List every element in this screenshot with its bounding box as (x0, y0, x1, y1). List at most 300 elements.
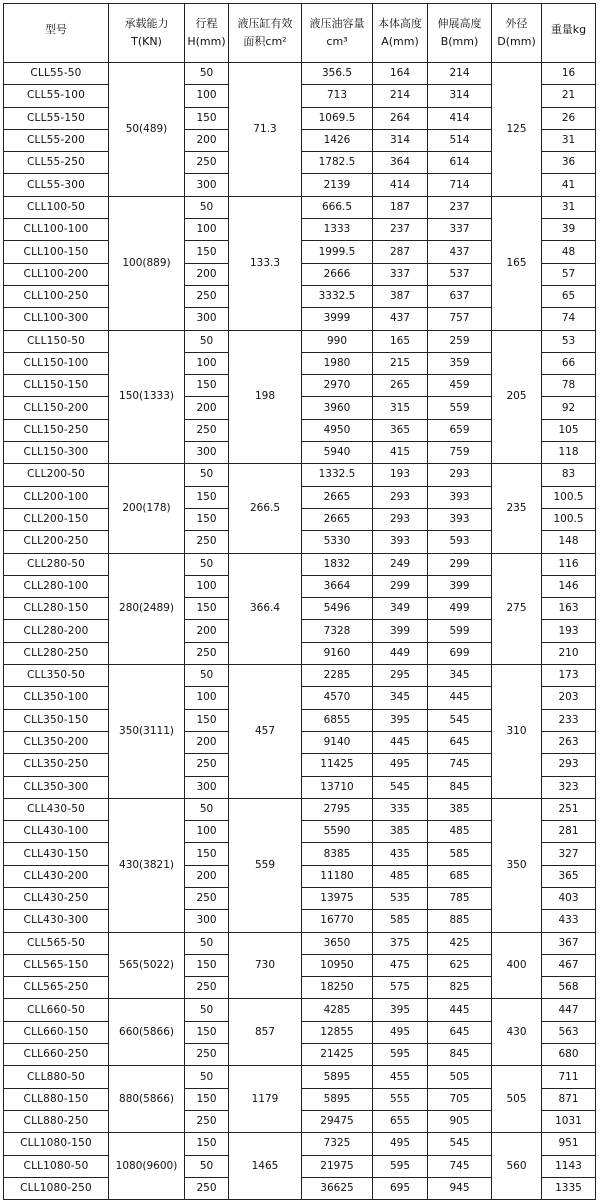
weight-cell: 116 (542, 553, 596, 575)
extended-height-cell: 645 (428, 731, 492, 753)
header-stroke: 行程 H(mm) (185, 4, 229, 63)
effective-area-cell: 133.3 (229, 196, 302, 330)
header-outer-dia: 外径 D(mm) (492, 4, 542, 63)
weight-cell: 148 (542, 531, 596, 553)
oil-capacity-cell: 5330 (302, 531, 373, 553)
model-cell: CLL1080-50 (4, 1155, 109, 1177)
stroke-cell: 50 (185, 63, 229, 85)
body-height-cell: 485 (373, 865, 428, 887)
model-cell: CLL880-50 (4, 1066, 109, 1088)
extended-height-cell: 459 (428, 375, 492, 397)
stroke-cell: 150 (185, 954, 229, 976)
table-row (4, 999, 596, 1021)
body-height-cell: 335 (373, 798, 428, 820)
oil-capacity-cell: 5895 (302, 1088, 373, 1110)
body-height-cell: 364 (373, 152, 428, 174)
model-cell: CLL100-150 (4, 241, 109, 263)
extended-height-cell: 699 (428, 642, 492, 664)
stroke-cell: 100 (185, 85, 229, 107)
body-height-cell: 595 (373, 1155, 428, 1177)
model-cell: CLL430-150 (4, 843, 109, 865)
model-cell: CLL150-100 (4, 352, 109, 374)
load-capacity-cell: 150(1333) (109, 330, 185, 464)
body-height-cell: 495 (373, 1133, 428, 1155)
extended-height-cell: 499 (428, 598, 492, 620)
oil-capacity-cell: 713 (302, 85, 373, 107)
weight-cell: 1335 (542, 1177, 596, 1199)
body-height-cell: 314 (373, 129, 428, 151)
oil-capacity-cell: 11180 (302, 865, 373, 887)
body-height-cell: 387 (373, 285, 428, 307)
body-height-cell: 395 (373, 709, 428, 731)
body-height-cell: 215 (373, 352, 428, 374)
oil-capacity-cell: 4285 (302, 999, 373, 1021)
table-row (4, 932, 596, 954)
weight-cell: 263 (542, 731, 596, 753)
body-height-cell: 555 (373, 1088, 428, 1110)
body-height-cell: 265 (373, 375, 428, 397)
model-cell: CLL430-50 (4, 798, 109, 820)
spec-table-body (4, 63, 596, 1200)
body-height-cell: 437 (373, 308, 428, 330)
weight-cell: 92 (542, 397, 596, 419)
oil-capacity-cell: 3650 (302, 932, 373, 954)
model-cell: CLL100-300 (4, 308, 109, 330)
model-cell: CLL200-50 (4, 464, 109, 486)
weight-cell: 146 (542, 575, 596, 597)
effective-area-cell: 457 (229, 665, 302, 799)
oil-capacity-cell: 3332.5 (302, 285, 373, 307)
stroke-cell: 100 (185, 575, 229, 597)
body-height-cell: 165 (373, 330, 428, 352)
oil-capacity-cell: 16770 (302, 910, 373, 932)
stroke-cell: 250 (185, 642, 229, 664)
weight-cell: 210 (542, 642, 596, 664)
weight-cell: 163 (542, 598, 596, 620)
model-cell: CLL150-250 (4, 419, 109, 441)
model-cell: CLL55-50 (4, 63, 109, 85)
model-cell: CLL280-50 (4, 553, 109, 575)
weight-cell: 173 (542, 665, 596, 687)
oil-capacity-cell: 12855 (302, 1021, 373, 1043)
model-cell: CLL1080-250 (4, 1177, 109, 1199)
extended-height-cell: 593 (428, 531, 492, 553)
extended-height-cell: 393 (428, 508, 492, 530)
stroke-cell: 150 (185, 709, 229, 731)
oil-capacity-cell: 3999 (302, 308, 373, 330)
outer-diameter-cell: 505 (492, 1066, 542, 1133)
model-cell: CLL100-200 (4, 263, 109, 285)
stroke-cell: 200 (185, 397, 229, 419)
model-cell: CLL660-150 (4, 1021, 109, 1043)
extended-height-cell: 505 (428, 1066, 492, 1088)
outer-diameter-cell: 400 (492, 932, 542, 999)
extended-height-cell: 214 (428, 63, 492, 85)
model-cell: CLL150-150 (4, 375, 109, 397)
model-cell: CLL280-150 (4, 598, 109, 620)
weight-cell: 36 (542, 152, 596, 174)
stroke-cell: 200 (185, 620, 229, 642)
effective-area-cell: 559 (229, 798, 302, 932)
body-height-cell: 393 (373, 531, 428, 553)
model-cell: CLL350-50 (4, 665, 109, 687)
table-row (4, 1133, 596, 1155)
extended-height-cell: 714 (428, 174, 492, 196)
extended-height-cell: 337 (428, 219, 492, 241)
extended-height-cell: 359 (428, 352, 492, 374)
extended-height-cell: 299 (428, 553, 492, 575)
extended-height-cell: 345 (428, 665, 492, 687)
weight-cell: 31 (542, 196, 596, 218)
body-height-cell: 345 (373, 687, 428, 709)
model-cell: CLL100-50 (4, 196, 109, 218)
weight-cell: 21 (542, 85, 596, 107)
model-cell: CLL660-250 (4, 1044, 109, 1066)
stroke-cell: 150 (185, 107, 229, 129)
oil-capacity-cell: 1332.5 (302, 464, 373, 486)
stroke-cell: 150 (185, 1088, 229, 1110)
stroke-cell: 150 (185, 598, 229, 620)
body-height-cell: 395 (373, 999, 428, 1021)
oil-capacity-cell: 10950 (302, 954, 373, 976)
extended-height-cell: 237 (428, 196, 492, 218)
stroke-cell: 300 (185, 174, 229, 196)
body-height-cell: 295 (373, 665, 428, 687)
weight-cell: 433 (542, 910, 596, 932)
oil-capacity-cell: 356.5 (302, 63, 373, 85)
model-cell: CLL55-100 (4, 85, 109, 107)
stroke-cell: 250 (185, 419, 229, 441)
stroke-cell: 150 (185, 241, 229, 263)
load-capacity-cell: 430(3821) (109, 798, 185, 932)
extended-height-cell: 414 (428, 107, 492, 129)
outer-diameter-cell: 310 (492, 665, 542, 799)
extended-height-cell: 445 (428, 687, 492, 709)
weight-cell: 193 (542, 620, 596, 642)
model-cell: CLL880-150 (4, 1088, 109, 1110)
weight-cell: 871 (542, 1088, 596, 1110)
oil-capacity-cell: 1069.5 (302, 107, 373, 129)
effective-area-cell: 198 (229, 330, 302, 464)
stroke-cell: 50 (185, 665, 229, 687)
body-height-cell: 399 (373, 620, 428, 642)
extended-height-cell: 393 (428, 486, 492, 508)
extended-height-cell: 399 (428, 575, 492, 597)
body-height-cell: 164 (373, 63, 428, 85)
oil-capacity-cell: 2665 (302, 486, 373, 508)
weight-cell: 118 (542, 442, 596, 464)
stroke-cell: 150 (185, 508, 229, 530)
table-row (4, 464, 596, 486)
oil-capacity-cell: 4570 (302, 687, 373, 709)
model-cell: CLL55-300 (4, 174, 109, 196)
stroke-cell: 150 (185, 843, 229, 865)
model-cell: CLL150-200 (4, 397, 109, 419)
oil-capacity-cell: 7325 (302, 1133, 373, 1155)
stroke-cell: 300 (185, 910, 229, 932)
model-cell: CLL350-300 (4, 776, 109, 798)
model-cell: CLL100-250 (4, 285, 109, 307)
stroke-cell: 100 (185, 687, 229, 709)
stroke-cell: 300 (185, 442, 229, 464)
body-height-cell: 237 (373, 219, 428, 241)
oil-capacity-cell: 2285 (302, 665, 373, 687)
model-cell: CLL200-150 (4, 508, 109, 530)
body-height-cell: 495 (373, 754, 428, 776)
extended-height-cell: 745 (428, 1155, 492, 1177)
model-cell: CLL200-250 (4, 531, 109, 553)
oil-capacity-cell: 2795 (302, 798, 373, 820)
body-height-cell: 385 (373, 821, 428, 843)
model-cell: CLL565-250 (4, 977, 109, 999)
extended-height-cell: 845 (428, 776, 492, 798)
model-cell: CLL1080-150 (4, 1133, 109, 1155)
body-height-cell: 349 (373, 598, 428, 620)
oil-capacity-cell: 5496 (302, 598, 373, 620)
effective-area-cell: 366.4 (229, 553, 302, 664)
outer-diameter-cell: 560 (492, 1133, 542, 1200)
weight-cell: 66 (542, 352, 596, 374)
body-height-cell: 695 (373, 1177, 428, 1199)
extended-height-cell: 585 (428, 843, 492, 865)
oil-capacity-cell: 2139 (302, 174, 373, 196)
stroke-cell: 50 (185, 932, 229, 954)
weight-cell: 16 (542, 63, 596, 85)
oil-capacity-cell: 3960 (302, 397, 373, 419)
oil-capacity-cell: 2970 (302, 375, 373, 397)
model-cell: CLL55-250 (4, 152, 109, 174)
header-load: 承载能力 T(KN) (109, 4, 185, 63)
load-capacity-cell: 200(178) (109, 464, 185, 553)
stroke-cell: 200 (185, 263, 229, 285)
weight-cell: 65 (542, 285, 596, 307)
oil-capacity-cell: 990 (302, 330, 373, 352)
stroke-cell: 200 (185, 129, 229, 151)
body-height-cell: 575 (373, 977, 428, 999)
extended-height-cell: 545 (428, 709, 492, 731)
load-capacity-cell: 880(5866) (109, 1066, 185, 1133)
weight-cell: 57 (542, 263, 596, 285)
oil-capacity-cell: 4950 (302, 419, 373, 441)
table-row (4, 1066, 596, 1088)
load-capacity-cell: 1080(9600) (109, 1133, 185, 1200)
stroke-cell: 50 (185, 798, 229, 820)
oil-capacity-cell: 21425 (302, 1044, 373, 1066)
weight-cell: 105 (542, 419, 596, 441)
extended-height-cell: 559 (428, 397, 492, 419)
weight-cell: 680 (542, 1044, 596, 1066)
stroke-cell: 150 (185, 375, 229, 397)
body-height-cell: 445 (373, 731, 428, 753)
extended-height-cell: 745 (428, 754, 492, 776)
weight-cell: 39 (542, 219, 596, 241)
stroke-cell: 50 (185, 553, 229, 575)
oil-capacity-cell: 5590 (302, 821, 373, 843)
extended-height-cell: 645 (428, 1021, 492, 1043)
stroke-cell: 50 (185, 464, 229, 486)
oil-capacity-cell: 3664 (302, 575, 373, 597)
weight-cell: 1031 (542, 1110, 596, 1132)
outer-diameter-cell: 430 (492, 999, 542, 1066)
extended-height-cell: 825 (428, 977, 492, 999)
oil-capacity-cell: 13975 (302, 887, 373, 909)
extended-height-cell: 945 (428, 1177, 492, 1199)
weight-cell: 951 (542, 1133, 596, 1155)
weight-cell: 447 (542, 999, 596, 1021)
outer-diameter-cell: 350 (492, 798, 542, 932)
weight-cell: 568 (542, 977, 596, 999)
extended-height-cell: 759 (428, 442, 492, 464)
load-capacity-cell: 565(5022) (109, 932, 185, 999)
body-height-cell: 299 (373, 575, 428, 597)
model-cell: CLL350-250 (4, 754, 109, 776)
weight-cell: 203 (542, 687, 596, 709)
header-weight: 重量kg (542, 4, 596, 63)
oil-capacity-cell: 666.5 (302, 196, 373, 218)
stroke-cell: 50 (185, 1066, 229, 1088)
body-height-cell: 414 (373, 174, 428, 196)
extended-height-cell: 659 (428, 419, 492, 441)
extended-height-cell: 685 (428, 865, 492, 887)
stroke-cell: 250 (185, 531, 229, 553)
effective-area-cell: 730 (229, 932, 302, 999)
extended-height-cell: 314 (428, 85, 492, 107)
weight-cell: 563 (542, 1021, 596, 1043)
model-cell: CLL880-250 (4, 1110, 109, 1132)
body-height-cell: 475 (373, 954, 428, 976)
stroke-cell: 100 (185, 352, 229, 374)
stroke-cell: 50 (185, 330, 229, 352)
oil-capacity-cell: 18250 (302, 977, 373, 999)
model-cell: CLL280-100 (4, 575, 109, 597)
outer-diameter-cell: 125 (492, 63, 542, 197)
stroke-cell: 150 (185, 486, 229, 508)
model-cell: CLL100-100 (4, 219, 109, 241)
body-height-cell: 495 (373, 1021, 428, 1043)
body-height-cell: 293 (373, 508, 428, 530)
oil-capacity-cell: 7328 (302, 620, 373, 642)
header-ext-height: 伸展高度 B(mm) (428, 4, 492, 63)
stroke-cell: 250 (185, 285, 229, 307)
extended-height-cell: 545 (428, 1133, 492, 1155)
extended-height-cell: 259 (428, 330, 492, 352)
weight-cell: 233 (542, 709, 596, 731)
load-capacity-cell: 350(3111) (109, 665, 185, 799)
model-cell: CLL350-100 (4, 687, 109, 709)
weight-cell: 100.5 (542, 508, 596, 530)
header-area: 液压缸有效 面积cm² (229, 4, 302, 63)
model-cell: CLL565-50 (4, 932, 109, 954)
table-row (4, 63, 596, 85)
header-row (4, 4, 596, 63)
body-height-cell: 545 (373, 776, 428, 798)
body-height-cell: 375 (373, 932, 428, 954)
body-height-cell: 315 (373, 397, 428, 419)
oil-capacity-cell: 11425 (302, 754, 373, 776)
oil-capacity-cell: 2666 (302, 263, 373, 285)
weight-cell: 467 (542, 954, 596, 976)
oil-capacity-cell: 2665 (302, 508, 373, 530)
model-cell: CLL280-250 (4, 642, 109, 664)
extended-height-cell: 514 (428, 129, 492, 151)
cylinder-spec-table (3, 3, 596, 1200)
stroke-cell: 150 (185, 1133, 229, 1155)
model-cell: CLL150-50 (4, 330, 109, 352)
stroke-cell: 250 (185, 1110, 229, 1132)
body-height-cell: 415 (373, 442, 428, 464)
oil-capacity-cell: 8385 (302, 843, 373, 865)
oil-capacity-cell: 29475 (302, 1110, 373, 1132)
model-cell: CLL350-200 (4, 731, 109, 753)
body-height-cell: 193 (373, 464, 428, 486)
stroke-cell: 250 (185, 152, 229, 174)
weight-cell: 251 (542, 798, 596, 820)
weight-cell: 367 (542, 932, 596, 954)
extended-height-cell: 705 (428, 1088, 492, 1110)
extended-height-cell: 425 (428, 932, 492, 954)
extended-height-cell: 614 (428, 152, 492, 174)
table-row (4, 330, 596, 352)
table-row (4, 665, 596, 687)
weight-cell: 48 (542, 241, 596, 263)
load-capacity-cell: 50(489) (109, 63, 185, 197)
oil-capacity-cell: 21975 (302, 1155, 373, 1177)
load-capacity-cell: 280(2489) (109, 553, 185, 664)
weight-cell: 403 (542, 887, 596, 909)
effective-area-cell: 1179 (229, 1066, 302, 1133)
stroke-cell: 250 (185, 977, 229, 999)
load-capacity-cell: 100(889) (109, 196, 185, 330)
load-capacity-cell: 660(5866) (109, 999, 185, 1066)
oil-capacity-cell: 36625 (302, 1177, 373, 1199)
weight-cell: 74 (542, 308, 596, 330)
header-oil: 液压油容量 cm³ (302, 4, 373, 63)
stroke-cell: 200 (185, 731, 229, 753)
header-model: 型号 (4, 4, 109, 63)
effective-area-cell: 266.5 (229, 464, 302, 553)
weight-cell: 365 (542, 865, 596, 887)
oil-capacity-cell: 1426 (302, 129, 373, 151)
table-row (4, 798, 596, 820)
model-cell: CLL565-150 (4, 954, 109, 976)
stroke-cell: 250 (185, 754, 229, 776)
stroke-cell: 50 (185, 1155, 229, 1177)
stroke-cell: 150 (185, 1021, 229, 1043)
extended-height-cell: 625 (428, 954, 492, 976)
stroke-cell: 250 (185, 1044, 229, 1066)
oil-capacity-cell: 1980 (302, 352, 373, 374)
outer-diameter-cell: 205 (492, 330, 542, 464)
body-height-cell: 187 (373, 196, 428, 218)
body-height-cell: 264 (373, 107, 428, 129)
extended-height-cell: 757 (428, 308, 492, 330)
body-height-cell: 535 (373, 887, 428, 909)
oil-capacity-cell: 1999.5 (302, 241, 373, 263)
stroke-cell: 50 (185, 999, 229, 1021)
stroke-cell: 200 (185, 865, 229, 887)
model-cell: CLL660-50 (4, 999, 109, 1021)
extended-height-cell: 599 (428, 620, 492, 642)
weight-cell: 78 (542, 375, 596, 397)
body-height-cell: 287 (373, 241, 428, 263)
body-height-cell: 435 (373, 843, 428, 865)
oil-capacity-cell: 13710 (302, 776, 373, 798)
model-cell: CLL280-200 (4, 620, 109, 642)
stroke-cell: 250 (185, 1177, 229, 1199)
oil-capacity-cell: 1832 (302, 553, 373, 575)
weight-cell: 53 (542, 330, 596, 352)
body-height-cell: 249 (373, 553, 428, 575)
